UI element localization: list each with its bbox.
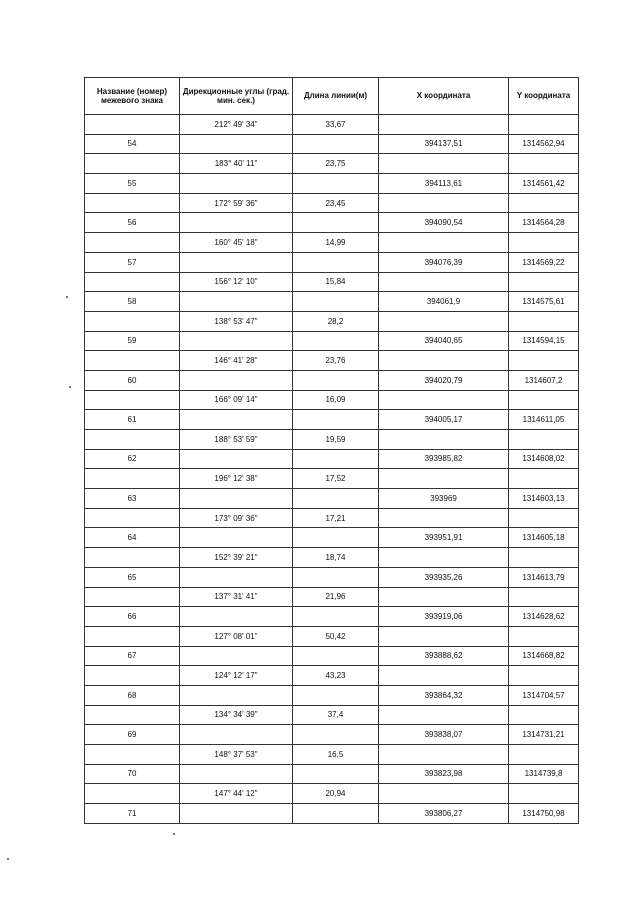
cell-bearing-angle xyxy=(180,292,293,312)
cell-bearing-angle xyxy=(180,213,293,233)
cell-line-length: 14,99 xyxy=(293,233,379,253)
header-x-coordinate: X координата xyxy=(379,78,509,115)
cell-line-length: 50,42 xyxy=(293,626,379,646)
cell-line-length: 15,84 xyxy=(293,272,379,292)
cell-bearing-angle: 173° 09' 36" xyxy=(180,508,293,528)
cell-bearing-angle: 137° 31' 41" xyxy=(180,587,293,607)
cell-y-coordinate xyxy=(509,233,579,253)
table-row xyxy=(85,567,579,587)
cell-bearing-angle xyxy=(180,804,293,824)
cell-x-coordinate xyxy=(379,548,509,568)
cell-marker-name xyxy=(85,705,180,725)
cell-marker-name xyxy=(85,666,180,686)
cell-x-coordinate xyxy=(379,705,509,725)
cell-y-coordinate xyxy=(509,115,579,135)
cell-marker-name xyxy=(85,233,180,253)
cell-line-length xyxy=(293,764,379,784)
cell-bearing-angle: 147° 44' 12" xyxy=(180,784,293,804)
cell-x-coordinate: 393969 xyxy=(379,489,509,509)
cell-x-coordinate: 393935,26 xyxy=(379,567,509,587)
cell-y-coordinate xyxy=(509,351,579,371)
cell-x-coordinate xyxy=(379,311,509,331)
cell-marker-name xyxy=(85,626,180,646)
table-row xyxy=(85,292,579,312)
table-row xyxy=(85,685,579,705)
cell-x-coordinate xyxy=(379,351,509,371)
table-row xyxy=(85,252,579,272)
cell-x-coordinate: 393838,07 xyxy=(379,725,509,745)
cell-bearing-angle xyxy=(180,370,293,390)
cell-marker-name xyxy=(85,745,180,765)
cell-y-coordinate: 1314569,22 xyxy=(509,252,579,272)
cell-marker-name xyxy=(85,311,180,331)
cell-bearing-angle xyxy=(180,528,293,548)
cell-y-coordinate xyxy=(509,745,579,765)
cell-line-length xyxy=(293,607,379,627)
table-row xyxy=(85,646,579,666)
table-row xyxy=(85,508,579,528)
cell-line-length: 19,59 xyxy=(293,430,379,450)
table-row xyxy=(85,233,579,253)
cell-y-coordinate xyxy=(509,548,579,568)
table-row xyxy=(85,548,579,568)
cell-marker-name: 63 xyxy=(85,489,180,509)
cell-x-coordinate: 394040,65 xyxy=(379,331,509,351)
cell-marker-name xyxy=(85,193,180,213)
table-row xyxy=(85,311,579,331)
cell-bearing-angle: 127° 08' 01" xyxy=(180,626,293,646)
cell-y-coordinate: 1314603,13 xyxy=(509,489,579,509)
cell-marker-name xyxy=(85,272,180,292)
cell-y-coordinate: 1314739,8 xyxy=(509,764,579,784)
cell-marker-name xyxy=(85,548,180,568)
cell-y-coordinate: 1314564,28 xyxy=(509,213,579,233)
cell-marker-name: 61 xyxy=(85,410,180,430)
cell-x-coordinate xyxy=(379,745,509,765)
table-header xyxy=(85,78,579,115)
header-y-coordinate: Y координата xyxy=(509,78,579,115)
cell-marker-name xyxy=(85,587,180,607)
cell-line-length xyxy=(293,213,379,233)
cell-y-coordinate xyxy=(509,705,579,725)
cell-y-coordinate xyxy=(509,666,579,686)
cell-marker-name: 60 xyxy=(85,370,180,390)
cell-marker-name xyxy=(85,154,180,174)
table-row xyxy=(85,272,579,292)
cell-y-coordinate xyxy=(509,154,579,174)
cell-y-coordinate: 1314750,98 xyxy=(509,804,579,824)
cell-y-coordinate: 1314562,94 xyxy=(509,134,579,154)
cell-x-coordinate: 393985,82 xyxy=(379,449,509,469)
cell-marker-name xyxy=(85,390,180,410)
cell-line-length xyxy=(293,646,379,666)
cell-y-coordinate xyxy=(509,587,579,607)
cell-line-length xyxy=(293,449,379,469)
cell-bearing-angle: 166° 09' 14" xyxy=(180,390,293,410)
cell-x-coordinate: 394061,9 xyxy=(379,292,509,312)
cell-line-length: 28,2 xyxy=(293,311,379,331)
cell-line-length xyxy=(293,567,379,587)
table-row xyxy=(85,213,579,233)
table-row xyxy=(85,764,579,784)
cell-line-length: 16,5 xyxy=(293,745,379,765)
cell-line-length: 16,09 xyxy=(293,390,379,410)
table-row xyxy=(85,193,579,213)
table-row xyxy=(85,804,579,824)
table-row xyxy=(85,489,579,509)
cell-line-length xyxy=(293,252,379,272)
cell-y-coordinate: 1314575,61 xyxy=(509,292,579,312)
cell-x-coordinate xyxy=(379,784,509,804)
cell-line-length: 20,94 xyxy=(293,784,379,804)
cell-y-coordinate: 1314628,62 xyxy=(509,607,579,627)
cell-y-coordinate xyxy=(509,272,579,292)
table-row xyxy=(85,134,579,154)
cell-bearing-angle: 146° 41' 28" xyxy=(180,351,293,371)
cell-marker-name: 55 xyxy=(85,174,180,194)
header-row xyxy=(85,78,579,115)
header-bearing-angle: Дирекционные углы (град. мин. сек.) xyxy=(180,78,293,115)
cell-bearing-angle: 124° 12' 17" xyxy=(180,666,293,686)
cell-x-coordinate: 394020,79 xyxy=(379,370,509,390)
cell-marker-name xyxy=(85,469,180,489)
cell-bearing-angle: 156° 12' 10" xyxy=(180,272,293,292)
cell-marker-name: 64 xyxy=(85,528,180,548)
cell-bearing-angle: 148° 37' 53" xyxy=(180,745,293,765)
table-row xyxy=(85,351,579,371)
cell-marker-name: 68 xyxy=(85,685,180,705)
cell-x-coordinate xyxy=(379,587,509,607)
cell-line-length: 37,4 xyxy=(293,705,379,725)
cell-x-coordinate xyxy=(379,233,509,253)
cell-y-coordinate: 1314731,21 xyxy=(509,725,579,745)
cell-marker-name xyxy=(85,508,180,528)
cell-bearing-angle xyxy=(180,489,293,509)
cell-y-coordinate: 1314605,18 xyxy=(509,528,579,548)
cell-y-coordinate xyxy=(509,784,579,804)
cell-marker-name: 59 xyxy=(85,331,180,351)
cell-x-coordinate: 393864,32 xyxy=(379,685,509,705)
cell-marker-name: 56 xyxy=(85,213,180,233)
cell-bearing-angle xyxy=(180,410,293,430)
table-row xyxy=(85,607,579,627)
cell-marker-name: 57 xyxy=(85,252,180,272)
cell-marker-name: 54 xyxy=(85,134,180,154)
cell-line-length: 23,76 xyxy=(293,351,379,371)
cell-bearing-angle: 212° 49' 34" xyxy=(180,115,293,135)
cell-y-coordinate: 1314668,82 xyxy=(509,646,579,666)
cell-x-coordinate xyxy=(379,115,509,135)
cell-line-length: 17,52 xyxy=(293,469,379,489)
cell-bearing-angle xyxy=(180,764,293,784)
cell-x-coordinate: 394076,39 xyxy=(379,252,509,272)
table-row xyxy=(85,370,579,390)
cell-line-length xyxy=(293,134,379,154)
table-row xyxy=(85,705,579,725)
table-row xyxy=(85,528,579,548)
cell-y-coordinate: 1314608,02 xyxy=(509,449,579,469)
table-row xyxy=(85,745,579,765)
table-row xyxy=(85,410,579,430)
cell-x-coordinate xyxy=(379,626,509,646)
table-row xyxy=(85,449,579,469)
cell-bearing-angle xyxy=(180,134,293,154)
table-row xyxy=(85,784,579,804)
table-row xyxy=(85,430,579,450)
cell-bearing-angle xyxy=(180,252,293,272)
cell-bearing-angle: 138° 53' 47" xyxy=(180,311,293,331)
cell-line-length xyxy=(293,370,379,390)
cell-line-length: 33,67 xyxy=(293,115,379,135)
cell-line-length: 23,45 xyxy=(293,193,379,213)
cell-line-length xyxy=(293,804,379,824)
cell-x-coordinate xyxy=(379,508,509,528)
cell-bearing-angle: 188° 53' 59" xyxy=(180,430,293,450)
cell-y-coordinate xyxy=(509,390,579,410)
cell-line-length xyxy=(293,174,379,194)
cell-x-coordinate xyxy=(379,390,509,410)
cell-line-length xyxy=(293,528,379,548)
cell-x-coordinate: 393888,62 xyxy=(379,646,509,666)
cell-line-length: 17,21 xyxy=(293,508,379,528)
cell-line-length xyxy=(293,292,379,312)
table-row xyxy=(85,331,579,351)
cell-x-coordinate: 393919,06 xyxy=(379,607,509,627)
cell-marker-name: 69 xyxy=(85,725,180,745)
table-row xyxy=(85,587,579,607)
cell-y-coordinate xyxy=(509,430,579,450)
cell-marker-name: 58 xyxy=(85,292,180,312)
table-row xyxy=(85,725,579,745)
header-line-length: Длина линии(м) xyxy=(293,78,379,115)
cell-y-coordinate: 1314561,42 xyxy=(509,174,579,194)
cell-y-coordinate xyxy=(509,626,579,646)
scan-speck xyxy=(173,833,175,835)
cell-bearing-angle xyxy=(180,174,293,194)
scan-speck xyxy=(7,858,9,860)
table-row xyxy=(85,626,579,646)
table-row xyxy=(85,666,579,686)
cell-x-coordinate: 394090,54 xyxy=(379,213,509,233)
cell-bearing-angle: 152° 39' 21" xyxy=(180,548,293,568)
cell-marker-name xyxy=(85,115,180,135)
cell-line-length: 18,74 xyxy=(293,548,379,568)
cell-bearing-angle xyxy=(180,725,293,745)
cell-bearing-angle: 134° 34' 39" xyxy=(180,705,293,725)
scan-speck xyxy=(69,386,71,388)
cell-line-length xyxy=(293,725,379,745)
header-marker-name: Название (номер) межевого знака xyxy=(85,78,180,115)
cell-x-coordinate xyxy=(379,666,509,686)
cell-marker-name xyxy=(85,351,180,371)
cell-bearing-angle: 172° 59' 36" xyxy=(180,193,293,213)
cell-line-length: 43,23 xyxy=(293,666,379,686)
cell-bearing-angle: 160° 45' 18" xyxy=(180,233,293,253)
cell-bearing-angle xyxy=(180,567,293,587)
scan-speck xyxy=(66,296,68,298)
cell-y-coordinate: 1314594,15 xyxy=(509,331,579,351)
table-row xyxy=(85,390,579,410)
cell-line-length xyxy=(293,331,379,351)
cell-marker-name: 62 xyxy=(85,449,180,469)
table-row xyxy=(85,115,579,135)
cell-x-coordinate xyxy=(379,272,509,292)
cell-marker-name xyxy=(85,430,180,450)
cell-y-coordinate xyxy=(509,469,579,489)
cell-bearing-angle xyxy=(180,685,293,705)
cell-x-coordinate: 393951,91 xyxy=(379,528,509,548)
cell-x-coordinate: 394113,61 xyxy=(379,174,509,194)
cell-line-length xyxy=(293,685,379,705)
cell-x-coordinate: 393806,27 xyxy=(379,804,509,824)
cell-y-coordinate: 1314704,57 xyxy=(509,685,579,705)
cell-marker-name: 67 xyxy=(85,646,180,666)
cell-x-coordinate xyxy=(379,154,509,174)
cell-marker-name: 65 xyxy=(85,567,180,587)
cell-y-coordinate: 1314613,79 xyxy=(509,567,579,587)
cell-line-length: 23,75 xyxy=(293,154,379,174)
cell-y-coordinate: 1314607,2 xyxy=(509,370,579,390)
table-row xyxy=(85,469,579,489)
cell-marker-name: 66 xyxy=(85,607,180,627)
boundary-coordinates-table xyxy=(84,77,579,824)
cell-line-length xyxy=(293,410,379,430)
cell-line-length xyxy=(293,489,379,509)
cell-y-coordinate: 1314611,05 xyxy=(509,410,579,430)
cell-bearing-angle: 183° 40' 11" xyxy=(180,154,293,174)
table-body xyxy=(85,115,579,824)
cell-bearing-angle xyxy=(180,646,293,666)
table-row xyxy=(85,154,579,174)
cell-marker-name: 70 xyxy=(85,764,180,784)
cell-bearing-angle xyxy=(180,331,293,351)
cell-bearing-angle xyxy=(180,607,293,627)
cell-line-length: 21,96 xyxy=(293,587,379,607)
cell-x-coordinate xyxy=(379,193,509,213)
cell-bearing-angle: 196° 12' 38" xyxy=(180,469,293,489)
cell-marker-name: 71 xyxy=(85,804,180,824)
cell-x-coordinate: 394137,51 xyxy=(379,134,509,154)
cell-y-coordinate xyxy=(509,311,579,331)
cell-bearing-angle xyxy=(180,449,293,469)
cell-x-coordinate xyxy=(379,430,509,450)
cell-x-coordinate xyxy=(379,469,509,489)
cell-marker-name xyxy=(85,784,180,804)
cell-y-coordinate xyxy=(509,193,579,213)
cell-y-coordinate xyxy=(509,508,579,528)
table-row xyxy=(85,174,579,194)
cell-x-coordinate: 393823,98 xyxy=(379,764,509,784)
cell-x-coordinate: 394005,17 xyxy=(379,410,509,430)
